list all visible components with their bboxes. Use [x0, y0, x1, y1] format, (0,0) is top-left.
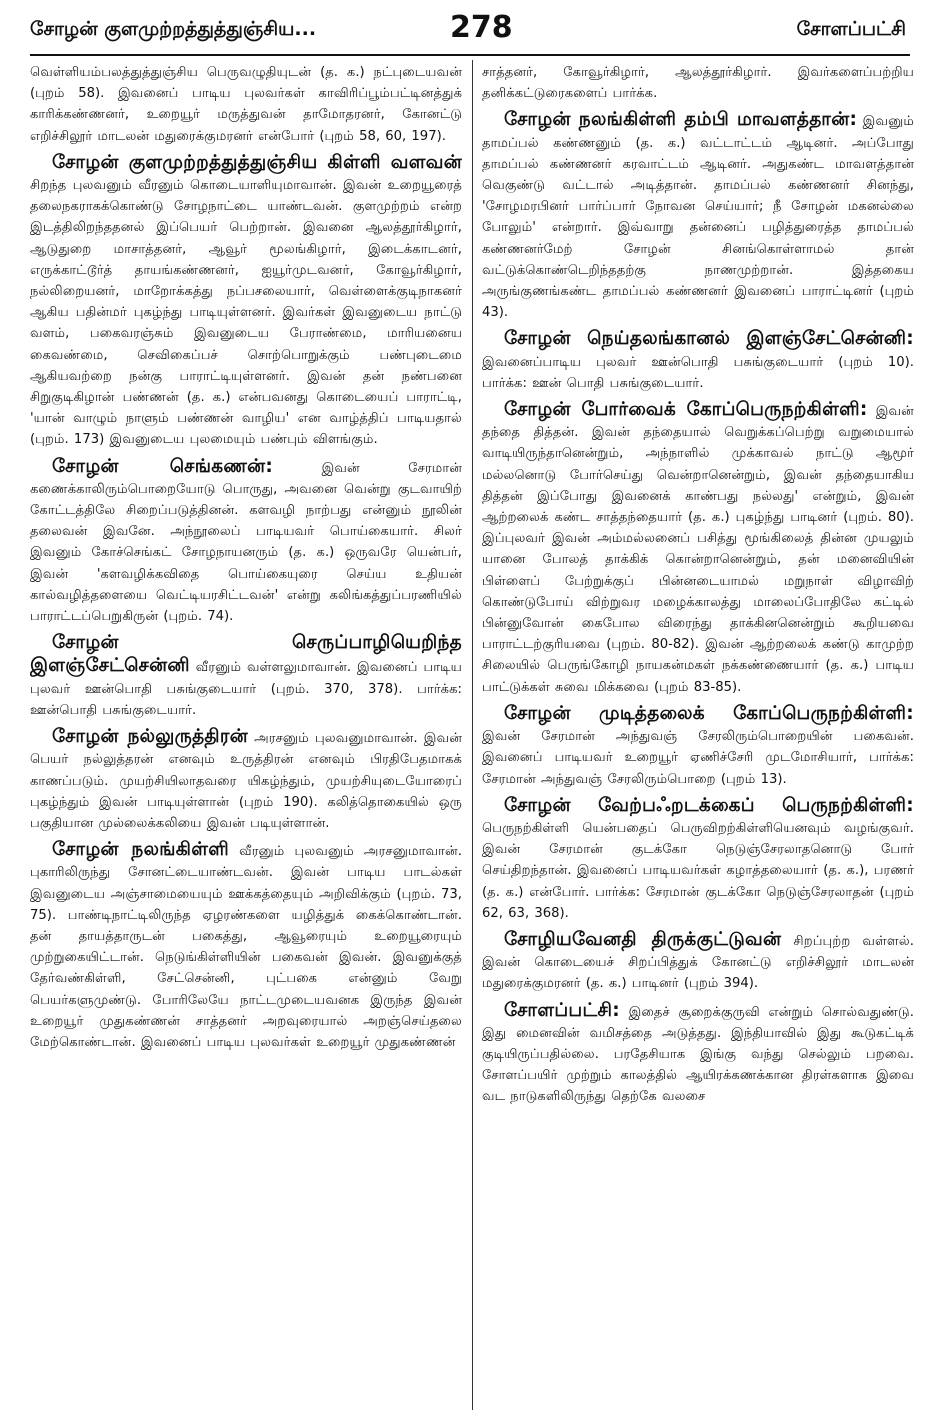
entry [482, 929, 914, 995]
entry [482, 399, 914, 698]
entry-body: இவனைப்பாடிய புலவர் ஊன்பொதி பசுங்குடையார் (புறம் 10). பார்க்க: ஊன் பொதி பசுங்குடையார். [482, 354, 914, 391]
entry-body: சிறந்த புலவனும் வீரனும் கொடையாளியுமாவான். இவன் உறையூரைத் தலைநகராகக்கொண்டு சோழநாட்டை யாண்டவன். குளமுற்றம் என்ற இடத்திலிறந்ததனல் இப்பெயர் பெற்றான். இவனை ஆலத்தூர்கிழார், ஆடுதுறை மாசாத்தனர், ஆவூர் மூலங்கிழார், இடைக்காடனர், எருக்காட்டூர்த் தாயங்கண்ணனர், ஐயூர்முடவனர், கோவூர்கிழார், நல்லிறையனர், மாறோக்கத்து நப்பசலையார், வெள்ளைக்குடிநாகனர் ஆகிய பதின்மர் புகழ்ந்து பாடியுள்ளனர். இவர்கள் இவனுடைய நாட்டு வளம், பகைவரஞ்சும் இவனுடைய பேராண்மை, மாரியனைய கைவண்மை, செவிகைப்பச் சொற்பொறுக்கும் பண்புடைமை ஆகியவற்றை நன்கு பாராட்டியுள்ளனர். இவன் தன் நண்பனை சிறுகுடிகிழான் பண்ணன் (த. க.) என்பவனது கொடையைப் பாராட்டி, 'யான் வாழும் நாளும் பண்ணன் வாழிய' என வாழ்த்திப் பாடியதால் (புறம். 173) இவனுடைய புலமையும் பண்பும் விளங்கும். [30, 178, 462, 448]
entry-body: சிறப்புற்ற வள்ளல். இவன் கொடையைச் சிறப்பித்துக் கோனட்டு எறிச்சிலூர் மாடலன் மதுரைக்குமரனர் (த. க.) பாடினர் (புறம் 394). [482, 933, 914, 992]
running-head-right: சோளப்பட்சி [796, 18, 906, 40]
entry [30, 152, 462, 451]
entry [30, 839, 462, 1053]
column-divider [472, 60, 473, 1410]
page-number: 278 [450, 10, 513, 45]
running-head-left: சோழன் குளமுற்றத்துத்துஞ்சிய... [30, 18, 317, 40]
page-header [30, 8, 910, 52]
entry-headword: சோழன் போர்வைக் கோப்பெருநற்கிள்ளி: [504, 399, 868, 421]
entry [482, 795, 914, 924]
entry-body: இவன் சேரமான் கணைக்காலிரும்பொறையோடு பொருது, அவனை வென்று குடவாயிற் கோட்டத்திலே சிறைப்படுத்தினன். களவழி நாற்பது என்னும் நூலின் தலைவன் இவனே. அந்நூலைப் பாடியவர் பொய்கையார். சிலர் இவனும் கோச்செங்கட் சோழநாயனரும் (த. க.) ஒருவரே யென்பர், இவன் 'களவழிக்கவிதை பொய்கையுரை செய்ய உதியன் கால்வழித்தளையை வெட்டியரசிட்டவன்' என்று கலிங்கத்துப்பரணியில் பாராட்டப்பெறுகிருன் (புறம். 74). [30, 460, 462, 625]
entry [482, 62, 914, 104]
entry-body: சாத்தனர், கோவூர்கிழார், ஆலத்தூர்கிழார். இவர்களைப்பற்றிய தனிக்கட்டுரைகளைப் பார்க்க. [482, 65, 914, 102]
entry [30, 632, 462, 721]
right-column [482, 62, 914, 1407]
entry-body: இவன் தந்தை தித்தன். இவன் தந்தையால் வெறுக்கப்பெற்று வறுமையால் வாடியிருந்தானென்றும், அந்நாளில் முக்காவல் நாட்டு ஆமூர் மல்லனொடு போர்செய்து வென்றானென்றும், இவன் தந்தையாகிய தித்தன் இப்போது இவனைக் காண்பது நல்லது' என்றும், இவன் ஆற்றலைக் கண்ட சாத்தந்தையார் (த. க.) புகழ்ந்து பாடினர் (புறம். 80). இப்புலவர் இவன் அம்மல்லனைப் பசித்து மூங்கிலைத் தின்ன முயலும் யானை போலத் தாக்கிக் கொன்றானென்றும், தன் மனைவியின் பிள்ளைப் பேற்றுக்குப் பின்னடையாமல் மறுநாள் விழாவிற் கொண்டுபோய் விற்றுவர மழைக்காலத்து மாலைப்போதிலே கட்டில் பின்னுவோன் கைபோல விரைந்து தாக்கினனென்றும் கூறியவை பாராட்டற்குரியவை (புறம். 80-82). இவன் ஆற்றலைக் கண்டு காமுற்ற சிலையில் பெருங்கோழி நாயகன்மகள் நக்கண்ணையார் (த. க.) பாடிய பாட்டுக்கள் சுவை மிக்கவை (புறம் 83-85). [482, 404, 914, 695]
entry-headword: சோழன் செருப்பாழியெறிந்த இளஞ்சேட்சென்னி [30, 632, 462, 677]
entry [30, 726, 462, 834]
entry-body: இதைச் சூறைக்குருவி என்றும் சொல்வதுண்டு. இது மைனவின் வமிசத்தை அடுத்தது. இந்தியாவில் இது கூடுகட்டிக் குடியிருப்பதில்லை. பரதேசியாக இங்கு வந்து செல்லும் பறவை. சோளப்பயிர் முற்றும் காலத்தில் ஆயிரக்கணக்கான திரள்களாக இவை வட நாடுகளிலிருந்து தெற்கே வலசை [482, 1004, 914, 1105]
entry-body: இவன் சேரமான் அந்துவஞ் சேரலிரும்பொறையின் பகைவன். இவனைப் பாடியவர் உறையூர் ஏணிச்சேரி முடமோசியார், பார்க்க: சேரமான் அந்துவஞ் சேரலிரும்பொறை (புறம் 13). [482, 729, 914, 787]
left-column [30, 62, 462, 1407]
entry-body: பெருநற்கிள்ளி யென்பதைப் பெருவிறற்கிள்ளியெனவும் வழங்குவர். இவன் சேரமான் குடக்கோ நெடுஞ்சேரலாதனொடு போர் செய்திறந்தான். இவனைப் பாடியவர்கள் கழாத்தலையார் (த. க.), பரணர் (த. க.) என்போர். பார்க்க: சேரமான் குடக்கோ நெடுஞ்சேரலாதன் (புறம் 62, 63, 368). [482, 820, 914, 921]
entry [30, 456, 462, 628]
entry-headword: சோழன் வேற்பஃறடக்கைப் பெருநற்கிள்ளி: [504, 794, 914, 816]
entry [482, 703, 914, 790]
entry-headword: சோழன் நலங்கிள்ளி [52, 839, 229, 861]
entry-body: அரசனும் புலவனுமாவான். இவன் பெயர் நல்லுத்தரன் எனவும் உருத்திரன் எனவும் பிரதிபேதமாகக் காணப்படும். முயற்சியிலாதவரை யிகழ்ந்தும், முயற்சியுடையோரைப் புகழ்ந்தும் இவன் பாடியுள்ளான் (புறம் 190). கலித்தொகையில் ஒரு பகுதியான முல்லைக்கலியை இவன் படியுள்ளான். [30, 731, 462, 831]
entry-headword: சோழியவேனதி திருக்குட்டுவன் [504, 928, 782, 950]
entry-headword: சோழன் முடித்தலைக் கோப்பெருநற்கிள்ளி: [504, 702, 914, 724]
entry-headword: சோளப்பட்சி: [504, 999, 620, 1021]
entry [482, 328, 914, 394]
entry-headword: சோழன் நலங்கிள்ளி தம்பி மாவளத்தான்: [504, 109, 858, 131]
header-rule [30, 54, 910, 56]
entry-body: வீரனும் புலவனும் அரசனுமாவான். புகாரிலிருந்து சோனட்டையாண்டவன். இவன் பாடிய பாடல்கள் இவனுடைய அஞ்சாமையையும் ஊக்கத்தையும் அறிவிக்கும் (புறம். 73, 75). பாண்டிநாட்டிலிருந்த ஏழரண்களை யழித்துக் கைக்கொண்டான். தன் தாயத்தாருடன் பகைத்து, ஆவூரையும் உறையூரையும் முற்றுகையிட்டான். நெடுங்கிள்ளியின் பகைவன் இவன். இவனுக்குத் தேர்வண்கிள்ளி, சேட்சென்னி, புட்பகை என்னும் வேறு பெயர்களுமுண்டு. போரிலேயே நாட்டமுடையவனக இருந்த இவன் உறையூர் முதுகண்ணன் சாத்தனர் அறவுரையால் அறஞ்செய்தலை மேற்கொண்டான். இவனைப் பாடிய புலவர்கள் உறையூர் முதுகண்ணன் [30, 844, 462, 1050]
entry-body: வெள்ளியம்பலத்துத்துஞ்சிய பெருவழுதியுடன் (த. க.) நட்புடையவன் (புறம் 58). இவனைப் பாடிய புலவர்கள் காவிரிப்பூம்பட்டினத்துக் காரிக்கண்ணனர், உறையூர் மருத்துவன் தாமோதரனர், கோனட்டு எறிச்சிலூர் மாடலன் மதுரைக்குமரனர் என்போர் (புறம் 58, 60, 197). [30, 65, 462, 144]
entry-headword: சோழன் குளமுற்றத்துத்துஞ்சிய கிள்ளி வளவன் [52, 151, 462, 173]
entry-headword: சோழன் செங்கணன்: [52, 455, 274, 477]
entry [482, 109, 914, 323]
entry-headword: சோழன் நல்லுருத்திரன் [52, 726, 248, 748]
entry-headword: சோழன் நெய்தலங்கானல் இளஞ்சேட்சென்னி: [504, 328, 914, 350]
entry-body: வீரனும் வள்ளலுமாவான். இவனைப் பாடிய புலவர் ஊன்பொதி பசுங்குடையார் (புறம். 370, 378). பார்க்க: ஊன்பொதி பசுங்குடையார். [30, 660, 462, 718]
entry-body: இவனும் தாமப்பல் கண்ணனும் (த. க.) வட்டாட்டம் ஆடினர். அப்போது தாமப்பல் கண்ணனர் கரவாட்டம் ஆடினர். அதுகண்ட மாவளத்தான் வெகுண்டு வட்டால் அடித்தான். தாமப்பல் கண்ணனர் சினந்து, 'சோழமரபினர் பார்ப்பார் நோவன செய்யார்; நீ சோழன் மகனல்லை போலும்' என்றார். இவ்வாறு தன்னைப் பழித்துரைத்த தாமப்பல் கண்ணனர்மேற் சோழன் சினங்கொள்ளாமல் தான் வட்டுக்கொண்டெறிந்ததற்கு நாணமுற்றான். இத்தகைய அருங்குணங்கண்ட தாமப்பல் கண்ணனர் இவனைப் பாராட்டினர் (புறம் 43). [482, 114, 914, 321]
entry [482, 1000, 914, 1108]
entry [30, 62, 462, 147]
